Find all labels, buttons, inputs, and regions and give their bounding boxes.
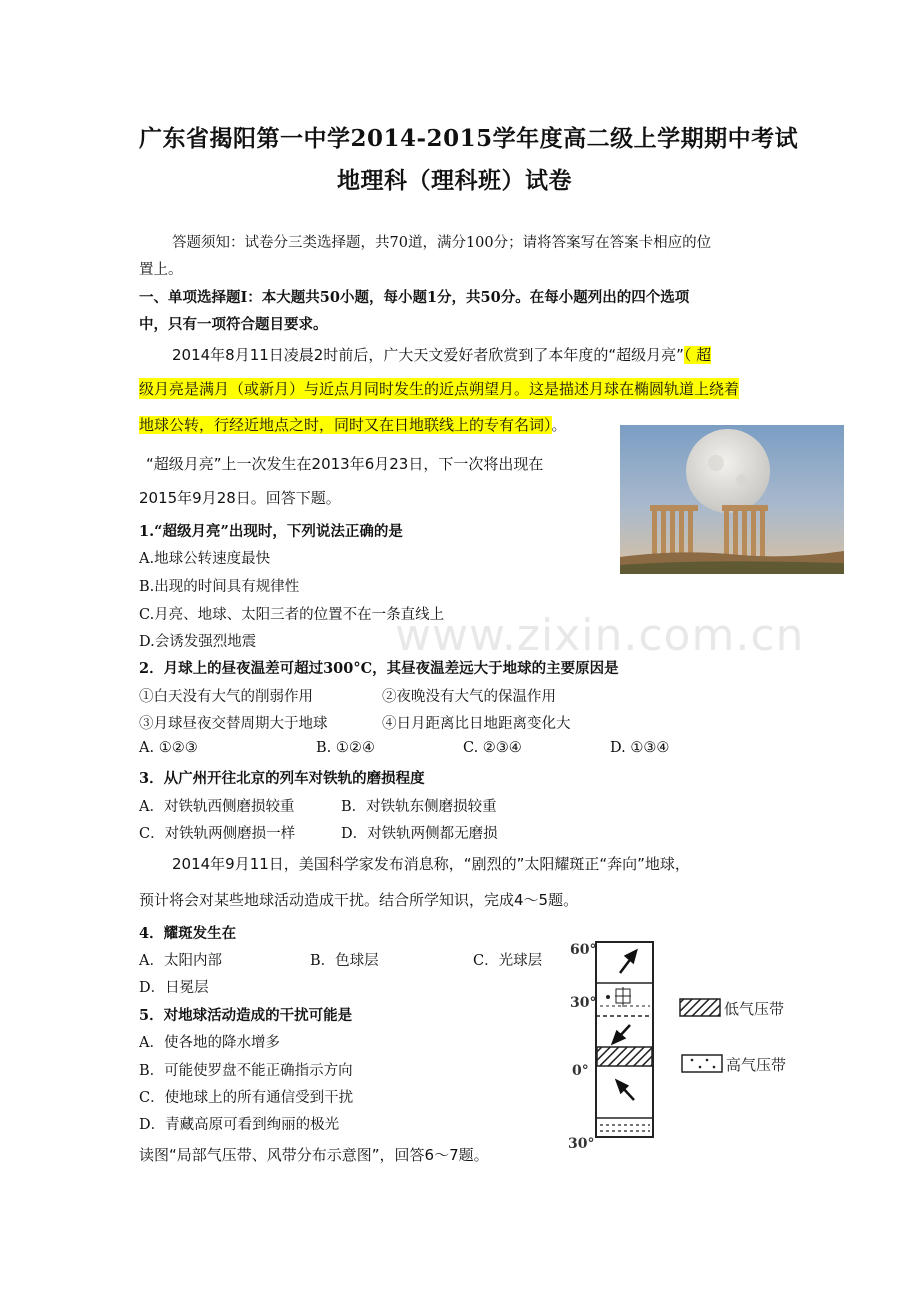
q2-option-a: A. ①②③ <box>139 740 198 756</box>
q3-option-a: A．对铁轨西侧磨损较重 <box>139 799 295 815</box>
passage2-line2: 预计将会对某些地球活动造成干扰。结合所学知识，完成4～5题。 <box>139 891 579 909</box>
passage1-line3-end: 。 <box>551 416 567 434</box>
q4-option-d: D．日冕层 <box>139 980 209 996</box>
passage2-line1: 2014年9月11日，美国科学家发布消息称，“剧烈的”太阳耀斑正“奔向”地球， <box>172 855 690 873</box>
q2-item-2: ②夜晚没有大气的保温作用 <box>382 689 556 705</box>
low-pressure-band-equator <box>597 1047 652 1066</box>
q5-stem: 5．对地球活动造成的干扰可能是 <box>139 1007 353 1024</box>
q2-stem: 2．月球上的昼夜温差可超过300°C，其昼夜温差远大于地球的主要原因是 <box>139 660 619 677</box>
passage1-line3 <box>139 414 567 435</box>
shrubs <box>620 561 844 574</box>
q2-option-d: D. ①③④ <box>610 740 670 756</box>
q3-option-d: D．对铁轨两侧都无磨损 <box>341 826 498 842</box>
legend-high-label: 高气压带 <box>726 1056 787 1074</box>
lat-label-30s: 30° <box>568 1136 595 1150</box>
q4-stem: 4．耀斑发生在 <box>139 925 237 942</box>
legend-low-swatch <box>680 999 720 1016</box>
passage1-line5: 2015年9月28日。回答下题。 <box>139 489 341 507</box>
passage1-line1-highlight: （ 超 <box>683 346 712 364</box>
lat-label-0: 0° <box>572 1063 589 1079</box>
exam-title-line2: 地理科（理科班）试卷 <box>337 167 572 194</box>
notice-line2: 置上。 <box>139 262 183 278</box>
legend-low-label: 低气压带 <box>724 1000 785 1018</box>
q4-option-b: B．色球层 <box>310 953 379 969</box>
lat-label-60: 60° <box>570 942 597 958</box>
q3-stem: 3．从广州开往北京的列车对铁轨的磨损程度 <box>139 770 425 787</box>
q2-item-3: ③月球昼夜交替周期大于地球 <box>139 716 328 732</box>
q1-option-c: C.月亮、地球、太阳三者的位置不在一条直线上 <box>139 607 445 623</box>
passage1-line1 <box>172 344 711 365</box>
section1-heading-line1: 一、单项选择题Ⅰ：本大题共50小题，每小题1分，共50分。在每小题列出的四个选项 <box>139 289 690 306</box>
passage1-line4: “超级月亮”上一次发生在2013年6月23日，下一次将出现在 <box>146 455 544 473</box>
section1-heading-line2: 中，只有一项符合题目要求。 <box>139 316 328 333</box>
passage1-line1-text: 2014年8月11日凌晨2时前后，广大天文爱好者欣赏到了本年度的“超级月亮” <box>172 346 684 364</box>
q5-option-c: C．使地球上的所有通信受到干扰 <box>139 1090 354 1106</box>
pressure-belt-diagram <box>560 935 810 1150</box>
watermark: www.zixin.com.cn <box>395 610 805 661</box>
supermoon-photo <box>620 425 844 574</box>
q1-option-a: A.地球公转速度最快 <box>139 551 271 567</box>
q3-option-c: C．对铁轨两侧磨损一样 <box>139 826 296 842</box>
q5-option-b: B．可能使罗盘不能正确指示方向 <box>139 1063 353 1079</box>
supermoon-photo-svg <box>620 425 844 574</box>
passage1-line3-highlight: 地球公转，行经近地点之时，同时又在日地联线上的专有名词） <box>139 416 552 434</box>
q4-option-a: A．太阳内部 <box>139 953 222 969</box>
q5-option-d: D．青藏高原可看到绚丽的极光 <box>139 1117 340 1133</box>
q5-option-a: A．使各地的降水增多 <box>139 1035 280 1051</box>
q1-option-b: B.出现的时间具有规律性 <box>139 579 300 595</box>
high-pressure-band-30s <box>600 1125 650 1131</box>
q2-item-1: ①白天没有大气的削弱作用 <box>139 689 313 705</box>
q3-option-b: B．对铁轨东侧磨损较重 <box>341 799 497 815</box>
q1-stem: 1.“超级月亮”出现时，下列说法正确的是 <box>139 523 403 540</box>
moon <box>686 429 770 513</box>
exam-title-line1: 广东省揭阳第一中学2014-2015学年度高二级上学期期中考试 <box>139 125 799 152</box>
q2-option-c: C. ②③④ <box>463 740 522 756</box>
passage3: 读图“局部气压带、风带分布示意图”，回答6～7题。 <box>139 1146 489 1164</box>
legend-high-swatch <box>682 1055 722 1072</box>
pressure-belt-svg <box>560 935 810 1150</box>
q2-item-4: ④日月距离比日地距离变化大 <box>382 716 571 732</box>
belt-column <box>596 942 653 1137</box>
lat-label-30n: 30° <box>570 995 597 1011</box>
q4-option-c: C．光球层 <box>473 953 543 969</box>
high-pressure-band-30n <box>600 987 650 1007</box>
wind-arrow-1-head <box>626 951 636 962</box>
notice-line1: 答题须知：试卷分三类选择题，共70道，满分100分；请将答案写在答案卡相应的位 <box>172 235 712 251</box>
q1-option-d: D.会诱发强烈地震 <box>139 634 257 650</box>
q2-option-b: B. ①②④ <box>316 740 375 756</box>
passage1-line2: 级月亮是满月（或新月）与近点月同时发生的近点朔望月。这是描述月球在椭圆轨道上绕着 <box>139 380 740 398</box>
